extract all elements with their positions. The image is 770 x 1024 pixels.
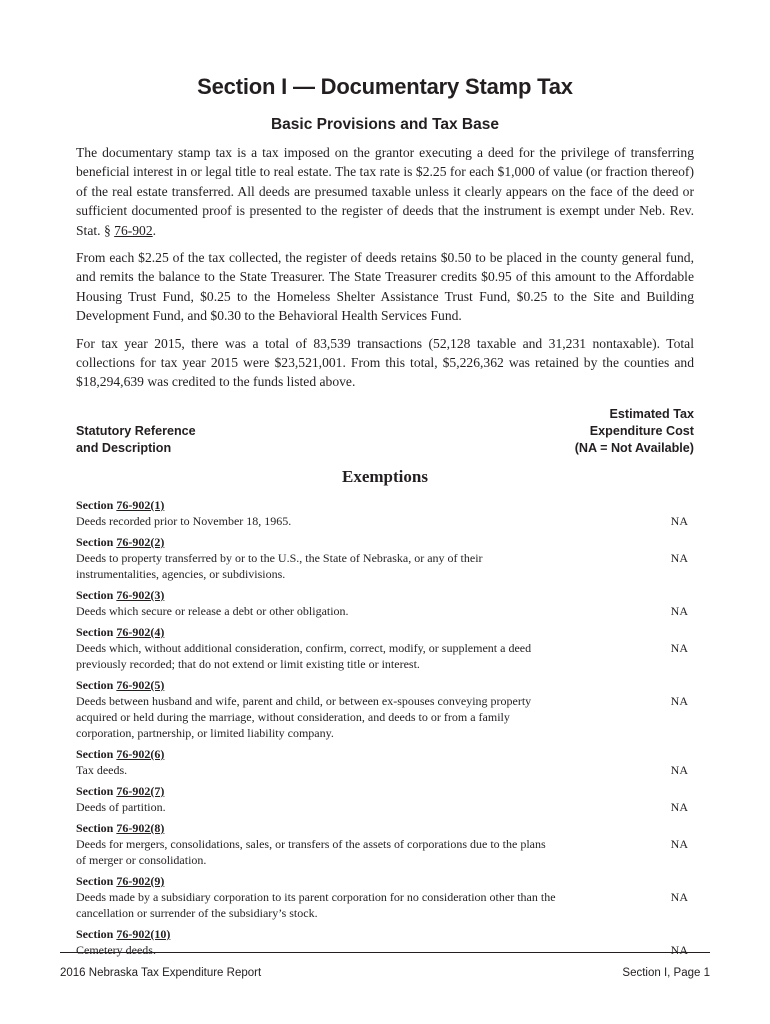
statute-link[interactable]: 76-902(9) [116, 873, 165, 888]
exemption-item [76, 534, 694, 582]
exemption-section-label [76, 783, 694, 799]
column-header-reference [76, 423, 196, 457]
section-word: Section [76, 677, 114, 692]
exemption-row [76, 603, 694, 619]
exemption-row [76, 799, 694, 815]
section-word: Section [76, 587, 114, 602]
section-word: Section [76, 497, 114, 512]
exemption-cost: NA [670, 550, 688, 565]
exemption-section-label [76, 587, 694, 603]
exemption-item [76, 677, 694, 741]
column-headers [76, 406, 694, 457]
statute-link[interactable]: 76-902(2) [116, 534, 165, 549]
statute-link[interactable]: 76-902(7) [116, 783, 165, 798]
exemption-description: Deeds to property transferred by or to the U.S., the State of Nebraska, or any of their instrumentalities, agencies, or subdivisions. [76, 550, 483, 581]
exemption-cost: NA [670, 513, 688, 528]
section-word: Section [76, 783, 114, 798]
exemption-cost: NA [670, 942, 688, 957]
exemption-row [76, 836, 694, 868]
exemption-description: Deeds between husband and wife, parent and child, or between ex-spouses conveying property acquired or held during the marriage, without consideration, and deeds to or from a family corporation, partnership, or limited liability company. [76, 693, 532, 740]
paragraph-text: The documentary stamp tax is a tax imposed on the grantor executing a deed for the privilege of transferring beneficial interest in or legal title to real estate. The tax rate is $2.25 for each $1,000 of value (or fraction thereof) of the real estate transferred. All deeds are presumed taxable unless it clearly appears on the face of the deed or sufficient documented proof is presented to the register of deeds that the instrument is exempt under Neb. Rev. Stat. § [76, 145, 694, 238]
column-header-cost-line1: Estimated Tax [609, 406, 694, 421]
document-page [76, 74, 694, 963]
exemption-cost: NA [670, 762, 688, 777]
exemption-section-label [76, 926, 694, 942]
exemption-cost: NA [670, 640, 688, 655]
exemptions-list [76, 497, 694, 958]
paragraph-distribution: From each $2.25 of the tax collected, the register of deeds retains $0.50 to be placed in the county general fund, and remits the balance to the State Treasurer. The State Treasurer credits $0.95 of this amount to the Affordable Housing Trust Fund, $0.25 to the Homeless Shelter Assistance Trust Fund, $0.25 to the Site and Building Development Fund, and $0.30 to the Behavioral Health Services Fund. [76, 250, 694, 324]
exemption-item [76, 587, 694, 619]
exemption-item [76, 497, 694, 529]
section-word: Section [76, 873, 114, 888]
exemption-cost: NA [670, 889, 688, 904]
section-word: Section [76, 746, 114, 761]
column-header-cost-line2: Expenditure Cost [589, 423, 694, 438]
exemption-section-label [76, 624, 694, 640]
exemption-section-label [76, 497, 694, 513]
footer-page-number: Section I, Page 1 [622, 967, 710, 979]
exemption-section-label [76, 677, 694, 693]
exemption-row [76, 550, 694, 582]
exemption-row [76, 640, 694, 672]
exemption-row [76, 889, 694, 921]
exemption-cost: NA [670, 693, 688, 708]
column-header-cost [575, 406, 694, 457]
statute-link[interactable]: 76-902(4) [116, 624, 165, 639]
exemption-section-label [76, 820, 694, 836]
exemption-section-label [76, 534, 694, 550]
statute-link[interactable]: 76-902(1) [116, 497, 165, 512]
statute-link[interactable]: 76-902(10) [116, 926, 171, 941]
exemption-description: Deeds which secure or release a debt or other obligation. [76, 603, 349, 618]
exemption-item [76, 783, 694, 815]
column-header-reference-line2: and Description [76, 440, 172, 455]
exemptions-heading: Exemptions [342, 466, 428, 486]
exemption-item [76, 873, 694, 921]
statute-link[interactable]: 76-902(8) [116, 820, 165, 835]
exemption-row [76, 693, 694, 741]
section-subtitle: Basic Provisions and Tax Base [270, 116, 499, 133]
statute-link[interactable]: 76-902(3) [116, 587, 165, 602]
exemption-section-label [76, 873, 694, 889]
exemption-cost: NA [670, 836, 688, 851]
exemption-description: Deeds of partition. [76, 799, 166, 814]
paragraph-basic-provisions [76, 143, 694, 240]
exemption-item [76, 820, 694, 868]
page-title: Section I — Documentary Stamp Tax [197, 74, 573, 99]
exemption-section-label [76, 746, 694, 762]
column-header-reference-line1: Statutory Reference [76, 423, 196, 438]
statute-link[interactable]: 76-902(6) [116, 746, 165, 761]
page-footer [60, 952, 710, 979]
column-header-cost-line3: (NA = Not Available) [574, 440, 694, 455]
exemption-row [76, 513, 694, 529]
statute-link-76-902[interactable]: 76-902 [114, 222, 153, 238]
statute-link[interactable]: 76-902(5) [116, 677, 165, 692]
section-word: Section [76, 534, 114, 549]
section-word: Section [76, 820, 114, 835]
exemption-item [76, 746, 694, 778]
exemption-cost: NA [670, 799, 688, 814]
paragraph-end: . [152, 222, 157, 238]
exemption-description: Deeds which, without additional consideration, confirm, correct, modify, or supplement a deed previously recorded; that do not extend or limit existing title or interest. [76, 640, 532, 671]
exemption-cost: NA [670, 603, 688, 618]
exemption-item [76, 624, 694, 672]
exemption-description: Deeds made by a subsidiary corporation to its parent corporation for no consideration other than the cancellation or surrender of the subsidiary’s stock. [76, 889, 556, 920]
exemption-description: Cemetery deeds. [76, 942, 156, 957]
footer-report-name: 2016 Nebraska Tax Expenditure Report [60, 967, 262, 979]
exemption-description: Tax deeds. [76, 762, 128, 777]
exemption-row [76, 762, 694, 778]
exemption-description: Deeds for mergers, consolidations, sales, or transfers of the assets of corporations due to the plans of merger or consolidation. [76, 836, 546, 867]
section-word: Section [76, 624, 114, 639]
section-word: Section [76, 926, 114, 941]
paragraph-collections: For tax year 2015, there was a total of 83,539 transactions (52,128 taxable and 31,231 nontaxable). Total collections for tax year 2015 were $23,521,001. From this total, $5,226,362 was retained by the counties and $18,294,639 was credited to the funds listed above. [76, 335, 694, 390]
exemption-description: Deeds recorded prior to November 18, 1965. [76, 513, 292, 528]
